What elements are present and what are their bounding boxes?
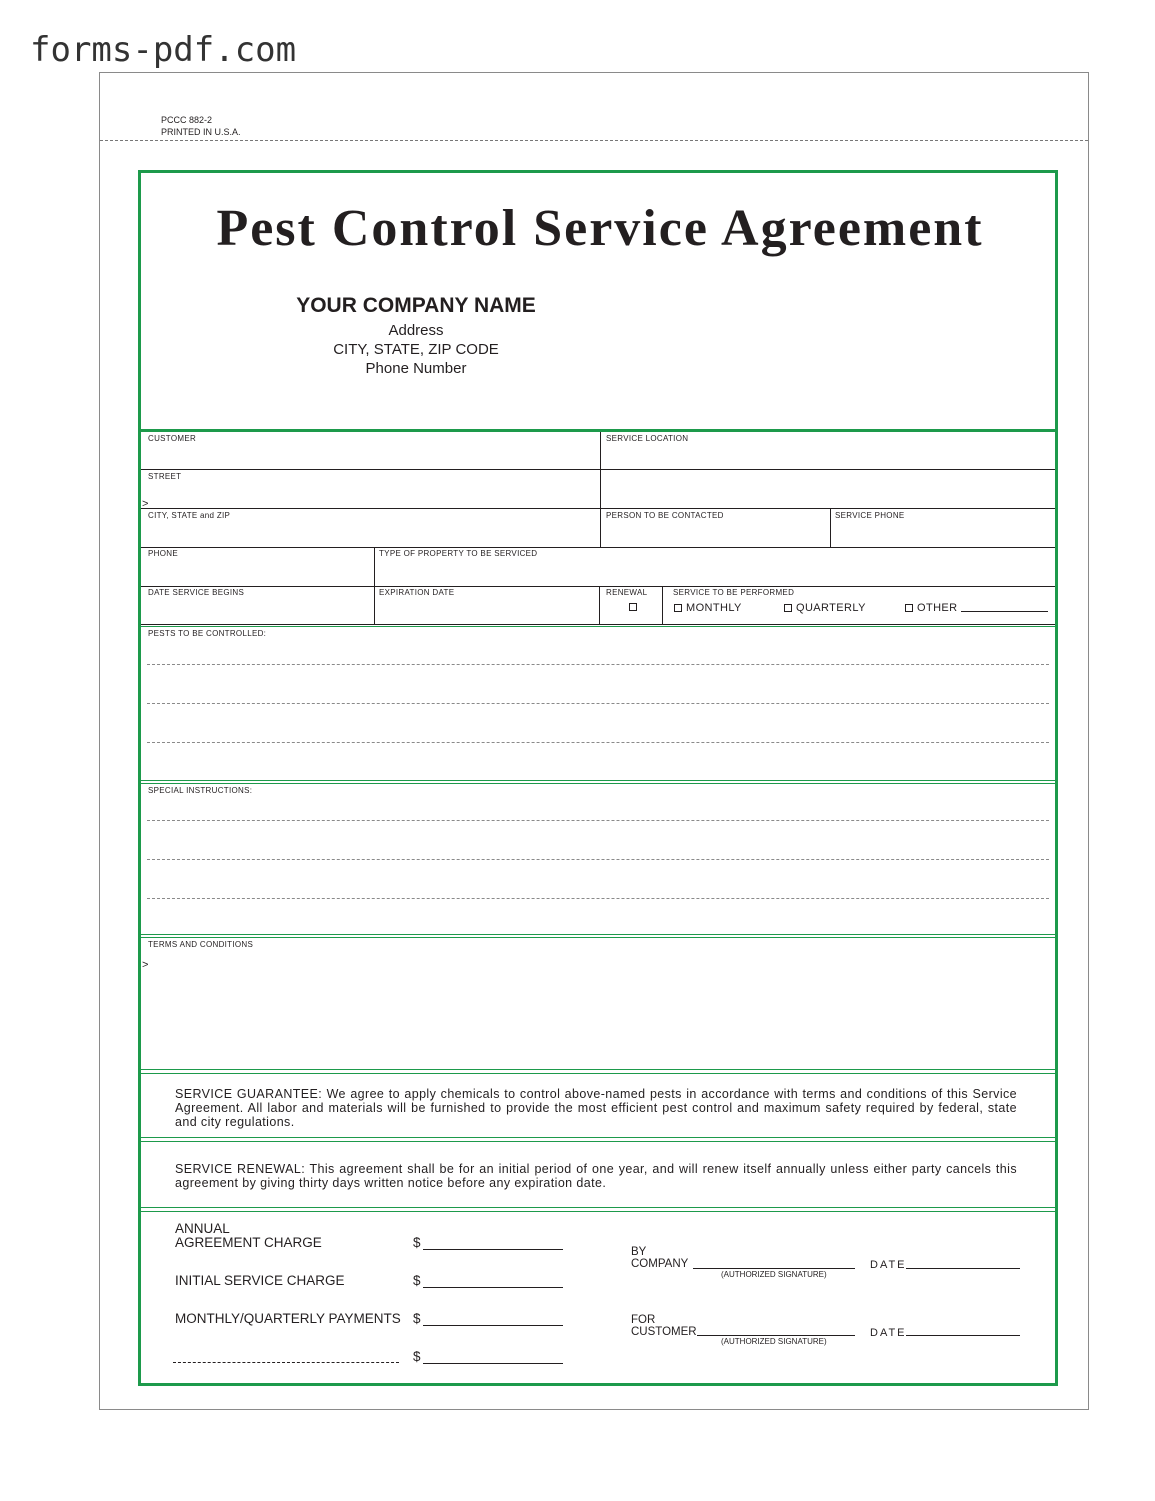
print-code-line1: PCCC 882-2 (161, 115, 213, 125)
company-address: Address (388, 322, 444, 339)
city-state-zip-field[interactable]: CITY, STATE and ZIP (148, 511, 231, 520)
for-label: FOR (631, 1314, 656, 1326)
row-divider (601, 508, 1055, 509)
annual-dollar-sign: $ (413, 1235, 421, 1250)
row-divider (141, 586, 1055, 587)
customer-date-label: DATE (870, 1327, 907, 1339)
service-renewal-text: SERVICE RENEWAL: This agreement shall be for an initial period of one year, and will renew itself annually unless either party cancels this agreement by giving thirty days written notice before any expiration date. (175, 1162, 1017, 1190)
pests-line[interactable] (147, 703, 1049, 704)
print-code (161, 114, 241, 138)
pests-to-be-controlled-label: PESTS TO BE CONTROLLED: (148, 629, 267, 638)
section-divider (141, 626, 1055, 627)
date-service-begins-field[interactable]: DATE SERVICE BEGINS (148, 588, 245, 597)
section-divider (141, 937, 1055, 938)
service-to-be-performed-label: SERVICE TO BE PERFORMED (673, 588, 795, 597)
column-divider (600, 432, 601, 547)
payments-input[interactable] (423, 1325, 563, 1326)
instructions-line[interactable] (147, 898, 1049, 899)
customer-field[interactable]: CUSTOMER (148, 434, 197, 443)
section-divider (141, 1069, 1055, 1070)
column-divider (374, 547, 375, 624)
section-divider (141, 1073, 1055, 1074)
customer-authorized-signature-caption: (AUTHORIZED SIGNATURE) (721, 1337, 827, 1346)
quarterly-option[interactable] (784, 601, 866, 615)
column-divider (830, 508, 831, 547)
monthly-label: MONTHLY (686, 602, 742, 614)
payments-label: MONTHLY/QUARTERLY PAYMENTS (175, 1311, 401, 1326)
row-divider (141, 624, 1055, 625)
pests-line[interactable] (147, 664, 1049, 665)
renewal-label: RENEWAL (606, 588, 648, 597)
by-label: BY (631, 1246, 647, 1258)
custom-charge-input[interactable] (423, 1363, 563, 1364)
monthly-option[interactable] (674, 601, 742, 615)
section-divider (141, 934, 1055, 935)
payments-dollar-sign: $ (413, 1311, 421, 1326)
other-label: OTHER (917, 602, 958, 614)
company-date-label: DATE (870, 1259, 907, 1271)
annual-charge-label-line2: AGREEMENT CHARGE (175, 1235, 322, 1250)
watermark-text: forms-pdf.com (30, 30, 297, 70)
column-divider (599, 586, 600, 624)
header-divider (141, 429, 1055, 432)
street-field[interactable]: STREET (148, 472, 182, 481)
instructions-line[interactable] (147, 820, 1049, 821)
custom-charge-label-line[interactable] (173, 1362, 399, 1363)
row-divider (141, 469, 1055, 470)
arrow-marker: > (142, 959, 149, 971)
instructions-line[interactable] (147, 859, 1049, 860)
section-divider (141, 1137, 1055, 1138)
company-signature-label: COMPANY (631, 1258, 689, 1270)
company-authorized-signature-caption: (AUTHORIZED SIGNATURE) (721, 1270, 827, 1279)
customer-signature-line[interactable] (697, 1335, 855, 1336)
section-divider (141, 780, 1055, 781)
pests-line[interactable] (147, 742, 1049, 743)
type-of-property-field[interactable]: TYPE OF PROPERTY TO BE SERVICED (379, 549, 538, 558)
service-guarantee-text: SERVICE GUARANTEE: We agree to apply chemicals to control above-named pests in accordance with terms and conditions of this Service Agreement. All labor and materials will be furnished to provide the most efficient pest control and maximum safety required by federal, state and city regulations. (175, 1087, 1017, 1129)
quarterly-label: QUARTERLY (796, 602, 866, 614)
monthly-checkbox[interactable] (674, 604, 682, 612)
expiration-date-field[interactable]: EXPIRATION DATE (379, 588, 455, 597)
company-name: YOUR COMPANY NAME (296, 294, 536, 317)
row-divider (141, 547, 1055, 548)
phone-field[interactable]: PHONE (148, 549, 178, 558)
perforation-line (100, 140, 1088, 141)
section-divider (141, 1211, 1055, 1212)
person-to-be-contacted-field[interactable]: PERSON TO BE CONTACTED (606, 511, 724, 520)
print-code-line2: PRINTED IN U.S.A. (161, 127, 241, 137)
initial-service-charge-label: INITIAL SERVICE CHARGE (175, 1273, 345, 1288)
special-instructions-label: SPECIAL INSTRUCTIONS: (148, 786, 253, 795)
other-option[interactable] (905, 601, 958, 615)
customer-signature-label: CUSTOMER (631, 1326, 697, 1338)
section-divider (141, 1141, 1055, 1142)
company-phone: Phone Number (365, 360, 467, 377)
arrow-marker: > (142, 498, 149, 510)
custom-dollar-sign: $ (413, 1349, 421, 1364)
section-divider (141, 1207, 1055, 1208)
row-divider (141, 508, 601, 509)
service-location-field[interactable]: SERVICE LOCATION (606, 434, 689, 443)
customer-date-line[interactable] (906, 1335, 1020, 1336)
annual-charge-label-line1: ANNUAL (175, 1221, 230, 1236)
column-divider (662, 586, 663, 624)
company-city-state-zip: CITY, STATE, ZIP CODE (333, 341, 499, 358)
other-checkbox[interactable] (905, 604, 913, 612)
other-blank-line[interactable] (961, 611, 1048, 612)
initial-service-charge-input[interactable] (423, 1287, 563, 1288)
form-title: Pest Control Service Agreement (216, 200, 984, 257)
service-phone-field[interactable]: SERVICE PHONE (835, 511, 905, 520)
quarterly-checkbox[interactable] (784, 604, 792, 612)
company-signature-line[interactable] (693, 1268, 855, 1269)
annual-charge-input[interactable] (423, 1249, 563, 1250)
section-divider (141, 783, 1055, 784)
terms-and-conditions-label: TERMS AND CONDITIONS (148, 940, 254, 949)
company-date-line[interactable] (906, 1268, 1020, 1269)
renewal-checkbox[interactable] (629, 603, 637, 611)
initial-dollar-sign: $ (413, 1273, 421, 1288)
